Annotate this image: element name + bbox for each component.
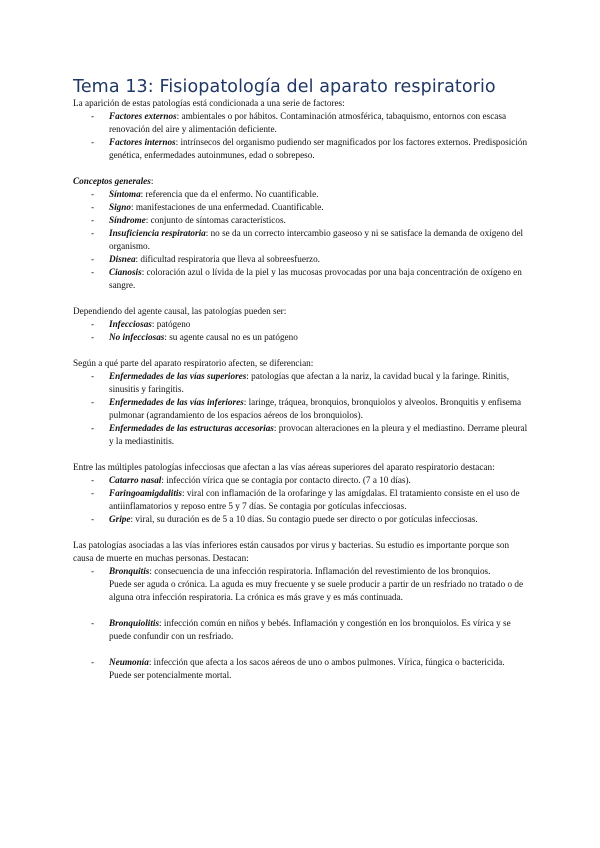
list-item bbox=[73, 136, 528, 162]
list-item bbox=[73, 318, 528, 331]
list-item bbox=[73, 331, 528, 344]
list-item-term: Factores internos bbox=[109, 137, 176, 147]
list-item bbox=[73, 214, 528, 227]
list-item-term: Bronquitis bbox=[109, 566, 150, 576]
list-item-term: Enfermedades de las vías superiores bbox=[109, 371, 247, 381]
list-item-text: : manifestaciones de una enfermedad. Cuantificable. bbox=[130, 202, 324, 212]
list-item bbox=[73, 422, 528, 448]
list-item bbox=[73, 565, 528, 604]
list-item-term: Insuficiencia respiratoria bbox=[109, 228, 206, 238]
list-item-text: : viral con inflamación de la orofaringe y las amígdalas. El tratamiento consiste en el uso de antiinflamatorios y reposo entre 5 y 7 días. Se contagia por gotículas infecciosas. bbox=[109, 488, 520, 511]
list-item-text: : su agente causal no es un patógeno bbox=[164, 332, 298, 342]
list-item-term: Faringoamigdalitis bbox=[109, 488, 183, 498]
concepts-list bbox=[73, 188, 528, 292]
list-item-text: : viral, su duración es de 5 a 10 días. Su contagio puede ser directo o por gotículas infecciosas. bbox=[130, 514, 478, 524]
list-item bbox=[73, 227, 528, 253]
list-item-text: : infección común en niños y bebés. Inflamación y congestión en los bronquiolos. Es vírica y se puede confundir con un resfriado. bbox=[109, 618, 511, 641]
list-item-text: : infección vírica que se contagia por contacto directo. (7 a 10 días). bbox=[161, 475, 411, 485]
list-item-term: Enfermedades de las estructuras accesorias bbox=[109, 423, 274, 433]
list-item-term: Bronquiolitis bbox=[109, 618, 160, 628]
lower-list bbox=[73, 656, 528, 682]
list-item-term: Infecciosas bbox=[109, 319, 152, 329]
list-item-text: : referencia que da el enfermo. No cuantificable. bbox=[140, 189, 319, 199]
list-item-term: Enfermedades de las vías inferiores bbox=[109, 397, 244, 407]
intro-paragraph: La aparición de estas patologías está condicionada a una serie de factores: bbox=[73, 98, 345, 108]
lower-intro-paragraph: Las patologías asociadas a las vías inferiores están causados por virus y bacterias. Su estudio es importante porque son causa de muerte en muchas personas. Destacan: bbox=[73, 540, 510, 563]
list-item-term: Catarro nasal bbox=[109, 475, 162, 485]
list-item bbox=[73, 110, 528, 136]
list-item-text: : intrínsecos del organismo pudiendo ser magnificados por los factores externos. Predisposición genética, enfermedades autoinmunes, edad o sobrepeso. bbox=[109, 137, 528, 160]
list-item-text: : conjunto de síntomas característicos. bbox=[145, 215, 286, 225]
list-item-term: Disnea bbox=[109, 254, 136, 264]
list-item-text: : consecuencia de una infección respiratoria. Inflamación del revestimiento de los bronquios. bbox=[149, 566, 491, 576]
lower-list bbox=[73, 565, 528, 604]
list-item bbox=[73, 253, 528, 266]
list-item bbox=[73, 474, 528, 487]
list-item bbox=[73, 513, 528, 526]
upper-intro-paragraph: Entre las múltiples patologías infecciosas que afectan a las vías aéreas superiores del aparato respiratorio destacan: bbox=[73, 462, 495, 472]
document-body bbox=[73, 97, 528, 682]
list-item-text: : infección que afecta a los sacos aéreos de uno o ambos pulmones. Vírica, fúngica o bactericida. Puede ser potencialmente mortal. bbox=[109, 657, 505, 680]
concepts-heading: Conceptos generales bbox=[73, 176, 151, 186]
list-item bbox=[73, 396, 528, 422]
section-heading bbox=[73, 175, 528, 188]
list-item-term: Síndrome bbox=[109, 215, 146, 225]
list-item-text: : provocan alteraciones en la pleura y el mediastino. Derrame pleural y la mediastinitis. bbox=[109, 423, 528, 446]
list-item-term: Factores externos bbox=[109, 111, 177, 121]
list-item-text: : dificultad respiratoria que lleva al sobreesfuerzo. bbox=[135, 254, 320, 264]
list-item bbox=[73, 487, 528, 513]
lower-list bbox=[73, 617, 528, 643]
list-item-extra: Puede ser aguda o crónica. La aguda es muy frecuente y se suele producir a partir de un resfriado no tratado o de alguna otra infección respiratoria. La crónica es más grave y es más continuada. bbox=[109, 579, 524, 602]
list-item-text: : laringe, tráquea, bronquios, bronquiolos y alveolos. Bronquitis y enfisema pulmonar (agrandamiento de los espacios aéreos de los bronquiolos). bbox=[109, 397, 522, 420]
list-item-text: : patologías que afectan a la nariz, la cavidad bucal y la faringe. Rinitis, sinusitis y faringitis. bbox=[109, 371, 510, 394]
list-item-term: Síntoma bbox=[109, 189, 141, 199]
list-item-text: : no se da un correcto intercambio gaseoso y ni se satisface la demanda de oxígeno del organismo. bbox=[109, 228, 524, 251]
list-item-term: Gripe bbox=[109, 514, 131, 524]
factors-list bbox=[73, 110, 528, 162]
list-item bbox=[73, 188, 528, 201]
list-item-term: Neumonía bbox=[109, 657, 149, 667]
list-item-term: Signo bbox=[109, 202, 131, 212]
list-item bbox=[73, 370, 528, 396]
list-item-text: : ambientales o por hábitos. Contaminación atmosférica, tabaquismo, entornos con escasa renovación del aire y alimentación deficiente. bbox=[109, 111, 507, 134]
agent-intro-paragraph: Dependiendo del agente causal, las patologías pueden ser: bbox=[73, 306, 287, 316]
list-item-text: : coloración azul o lívida de la piel y las mucosas provocadas por una baja concentración de oxígeno en sangre. bbox=[109, 267, 522, 290]
concepts-heading-colon: : bbox=[150, 176, 154, 186]
parts-list bbox=[73, 370, 528, 448]
agents-list bbox=[73, 318, 528, 344]
list-item-term: No infecciosas bbox=[109, 332, 165, 342]
part-intro-paragraph: Según a qué parte del aparato respiratorio afecten, se diferencian: bbox=[73, 358, 314, 368]
page-title: Tema 13: Fisiopatología del aparato respiratorio bbox=[73, 77, 496, 97]
list-item bbox=[73, 656, 528, 682]
list-item bbox=[73, 266, 528, 292]
list-item-text: : patógeno bbox=[151, 319, 191, 329]
list-item bbox=[73, 201, 528, 214]
list-item bbox=[73, 617, 528, 643]
upper-list bbox=[73, 474, 528, 526]
list-item-term: Cianosis bbox=[109, 267, 142, 277]
